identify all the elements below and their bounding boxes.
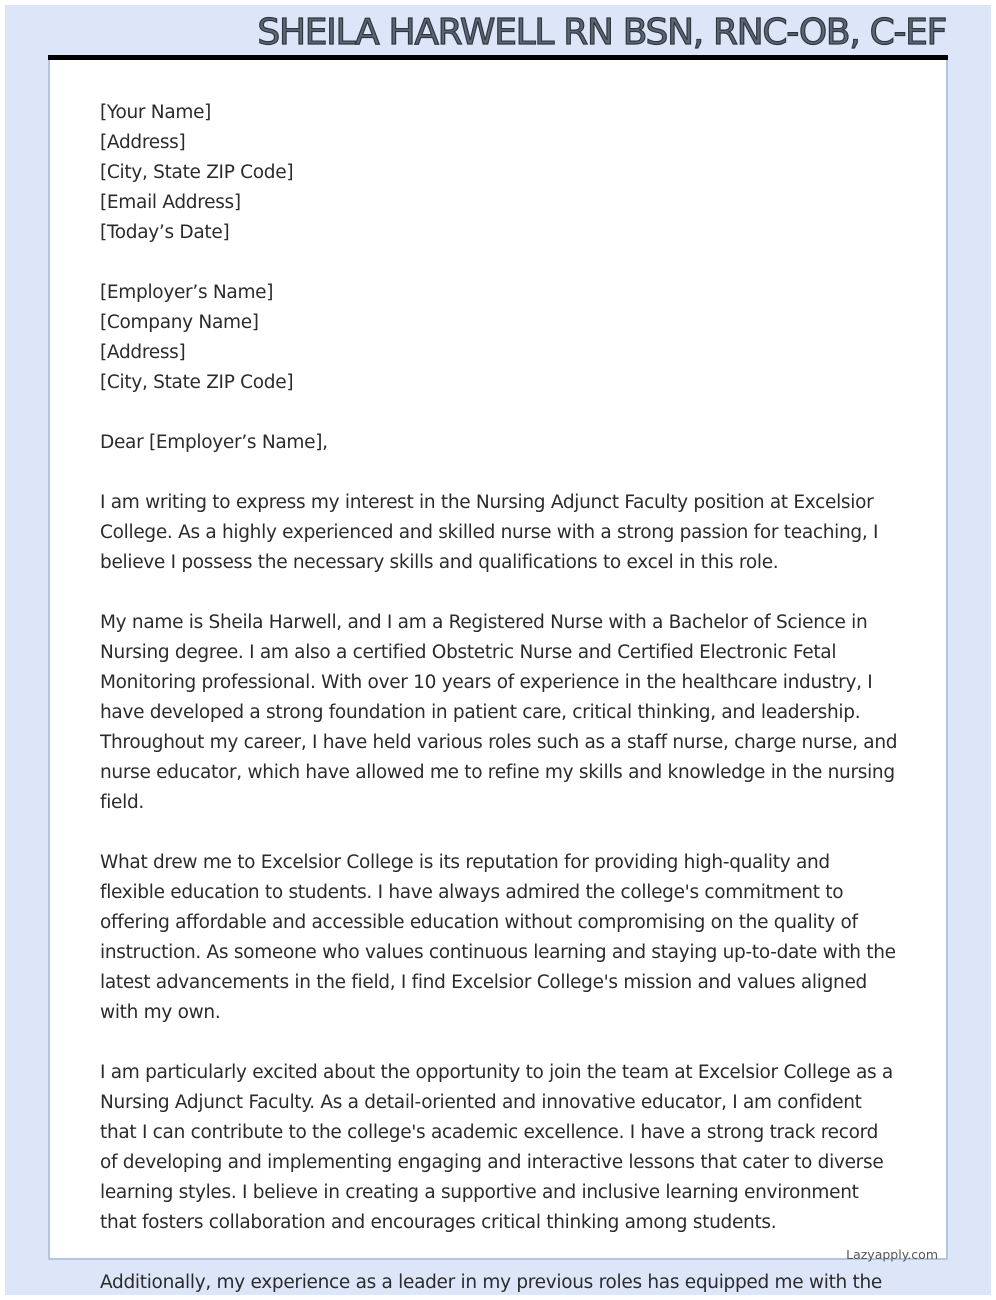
body-paragraph: My name is Sheila Harwell, and I am a Registered Nurse with a Bachelor of Science in Nursing degree. I am also a certified Obstetric Nurse and Certified Electronic Fetal Monitoring professional. With over 10 years of experience in the healthcare industry, I have developed a strong foundation in patient care, critical thinking, and leadership. Throughout my career, I have held various roles such as a staff nurse, charge nurse, and nurse educator, which have allowed me to refine my skills and knowledge in the nursing field. xyxy=(100,612,898,813)
letter-date: [Today’s Date] xyxy=(100,222,230,243)
recipient-company-name: [Company Name] xyxy=(100,312,259,333)
recipient-employer-name: [Employer’s Name] xyxy=(100,282,274,303)
body-paragraph: What drew me to Excelsior College is its reputation for providing high-quality and flexible education to students. I have always admired the college's commitment to offering affordable and accessible education without compromising on the quality of instruction. As someone who values continuous learning and staying up-to-date with the latest advancements in the field, I find Excelsior College's mission and values aligned with my own. xyxy=(100,852,896,1023)
sender-address: [Address] xyxy=(100,132,186,153)
sender-block xyxy=(100,98,900,248)
resume-header-title: SHEILA HARWELL RN BSN, RNC-OB, C-EF xyxy=(257,12,946,53)
salutation: Dear [Employer’s Name], xyxy=(100,432,328,453)
sender-city-state-zip: [City, State ZIP Code] xyxy=(100,162,294,183)
lazyapply-watermark: Lazyapply.com xyxy=(846,1247,938,1262)
sender-email: [Email Address] xyxy=(100,192,241,213)
body-paragraph: I am particularly excited about the opportunity to join the team at Excelsior College as a Nursing Adjunct Faculty. As a detail-oriented and innovative educator, I am confident that I can contribute to the college's academic excellence. I have a strong track record of developing and implementing engaging and interactive lessons that cater to diverse learning styles. I believe in creating a supportive and inclusive learning environment that fosters collaboration and encourages critical thinking among students. xyxy=(100,1062,893,1233)
cover-letter-body xyxy=(100,98,900,1238)
recipient-city-state-zip: [City, State ZIP Code] xyxy=(100,372,294,393)
recipient-block xyxy=(100,278,900,398)
sender-name: [Your Name] xyxy=(100,102,212,123)
body-paragraph-continuation: Additionally, my experience as a leader in my previous roles has equipped me with the xyxy=(100,1272,882,1293)
body-paragraph: I am writing to express my interest in the Nursing Adjunct Faculty position at Excelsior College. As a highly experienced and skilled nurse with a strong passion for teaching, I believe I possess the necessary skills and qualifications to excel in this role. xyxy=(100,492,879,573)
recipient-address: [Address] xyxy=(100,342,186,363)
